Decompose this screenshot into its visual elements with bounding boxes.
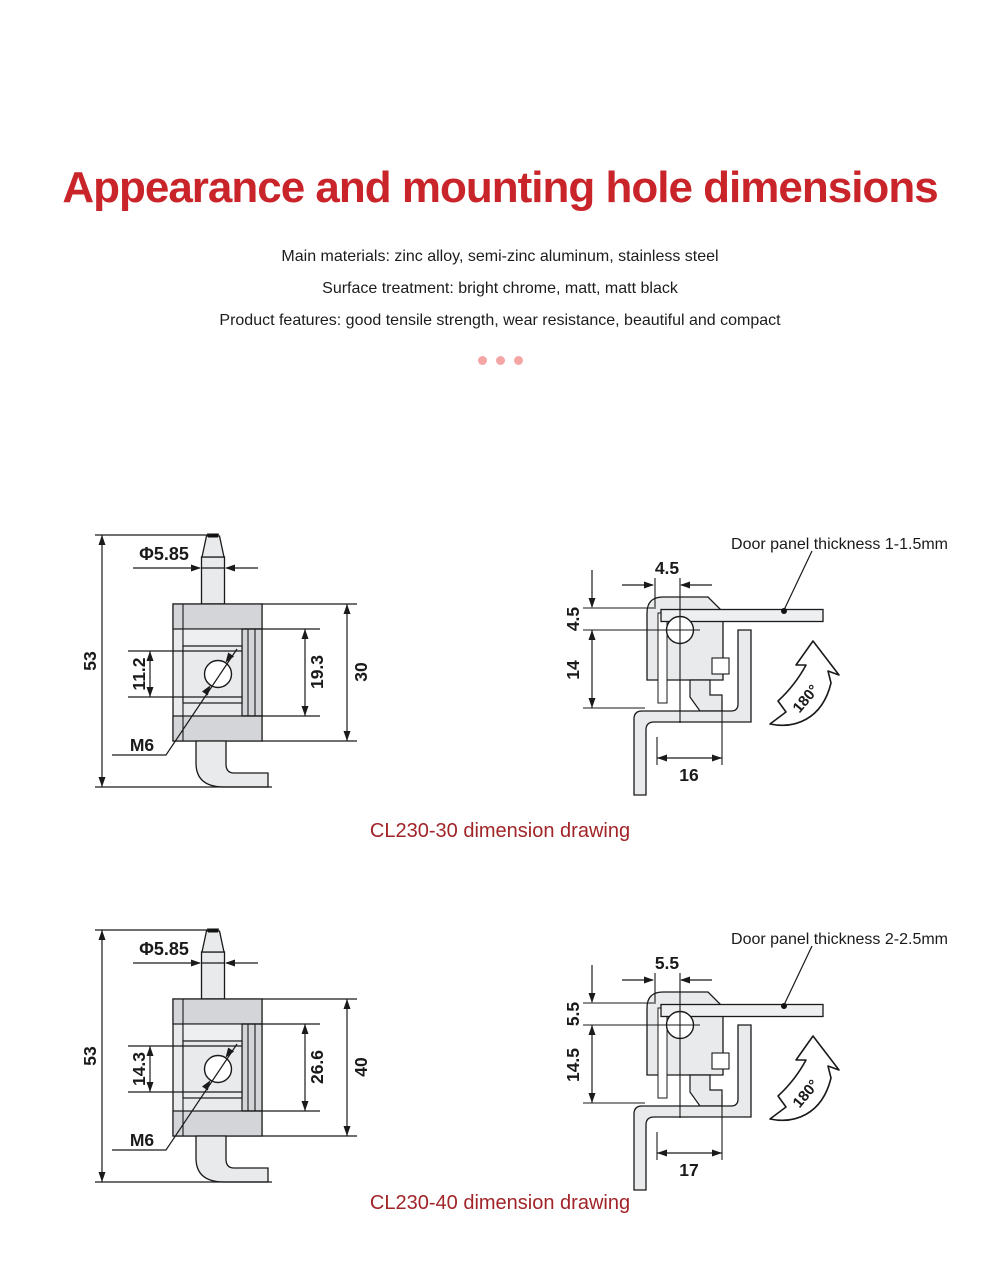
total-height-label: 53 bbox=[80, 651, 100, 671]
body-height-label: 26.6 bbox=[307, 1049, 327, 1085]
drawing-geometry bbox=[95, 534, 839, 796]
page-title: Appearance and mounting hole dimensions bbox=[62, 163, 938, 212]
body-height-label: 19.3 bbox=[307, 654, 327, 690]
total-height-label: 53 bbox=[80, 1046, 100, 1066]
bottom-width-label: 16 bbox=[679, 765, 699, 785]
divider-dots bbox=[0, 356, 1000, 365]
swing-angle-label: 180° bbox=[789, 681, 823, 717]
thread-label: M6 bbox=[129, 1130, 155, 1150]
product-description bbox=[0, 241, 1000, 337]
overall-height-label: 40 bbox=[351, 1057, 371, 1077]
dimension-drawing-cl230-40 bbox=[0, 918, 1000, 1198]
top-offset-label: 4.5 bbox=[654, 558, 680, 578]
side-offset-label: 5.5 bbox=[563, 1001, 583, 1027]
bottom-width-label: 17 bbox=[679, 1160, 699, 1180]
overall-height-label: 30 bbox=[351, 662, 371, 682]
slot-height-label: 11.2 bbox=[129, 657, 149, 691]
description-line-features: Product features: good tensile strength, wear resistance, beautiful and compact bbox=[219, 312, 781, 329]
dimension-drawing-cl230-30 bbox=[0, 523, 1000, 803]
panel-thickness-note: Door panel thickness 1-1.5mm bbox=[731, 536, 948, 553]
side-height-label: 14 bbox=[563, 660, 583, 680]
description-line-surface: Surface treatment: bright chrome, matt, matt black bbox=[322, 280, 678, 297]
dot-icon bbox=[496, 356, 505, 365]
dot-icon bbox=[514, 356, 523, 365]
drawing-geometry bbox=[95, 929, 839, 1191]
top-offset-label: 5.5 bbox=[654, 953, 680, 973]
figure-caption-cl230-40: CL230-40 dimension drawing bbox=[369, 1192, 631, 1214]
pin-diameter-label: Φ5.85 bbox=[139, 544, 189, 564]
thread-label: M6 bbox=[129, 735, 155, 755]
pin-diameter-label: Φ5.85 bbox=[139, 939, 189, 959]
panel-thickness-note: Door panel thickness 2-2.5mm bbox=[731, 931, 948, 948]
dot-icon bbox=[478, 356, 487, 365]
description-line-materials: Main materials: zinc alloy, semi-zinc aluminum, stainless steel bbox=[281, 248, 719, 265]
slot-height-label: 14.3 bbox=[129, 1051, 149, 1087]
side-offset-label: 4.5 bbox=[563, 606, 583, 632]
swing-angle-label: 180° bbox=[789, 1076, 823, 1112]
side-height-label: 14.5 bbox=[563, 1047, 583, 1083]
figure-caption-cl230-30: CL230-30 dimension drawing bbox=[369, 820, 631, 842]
